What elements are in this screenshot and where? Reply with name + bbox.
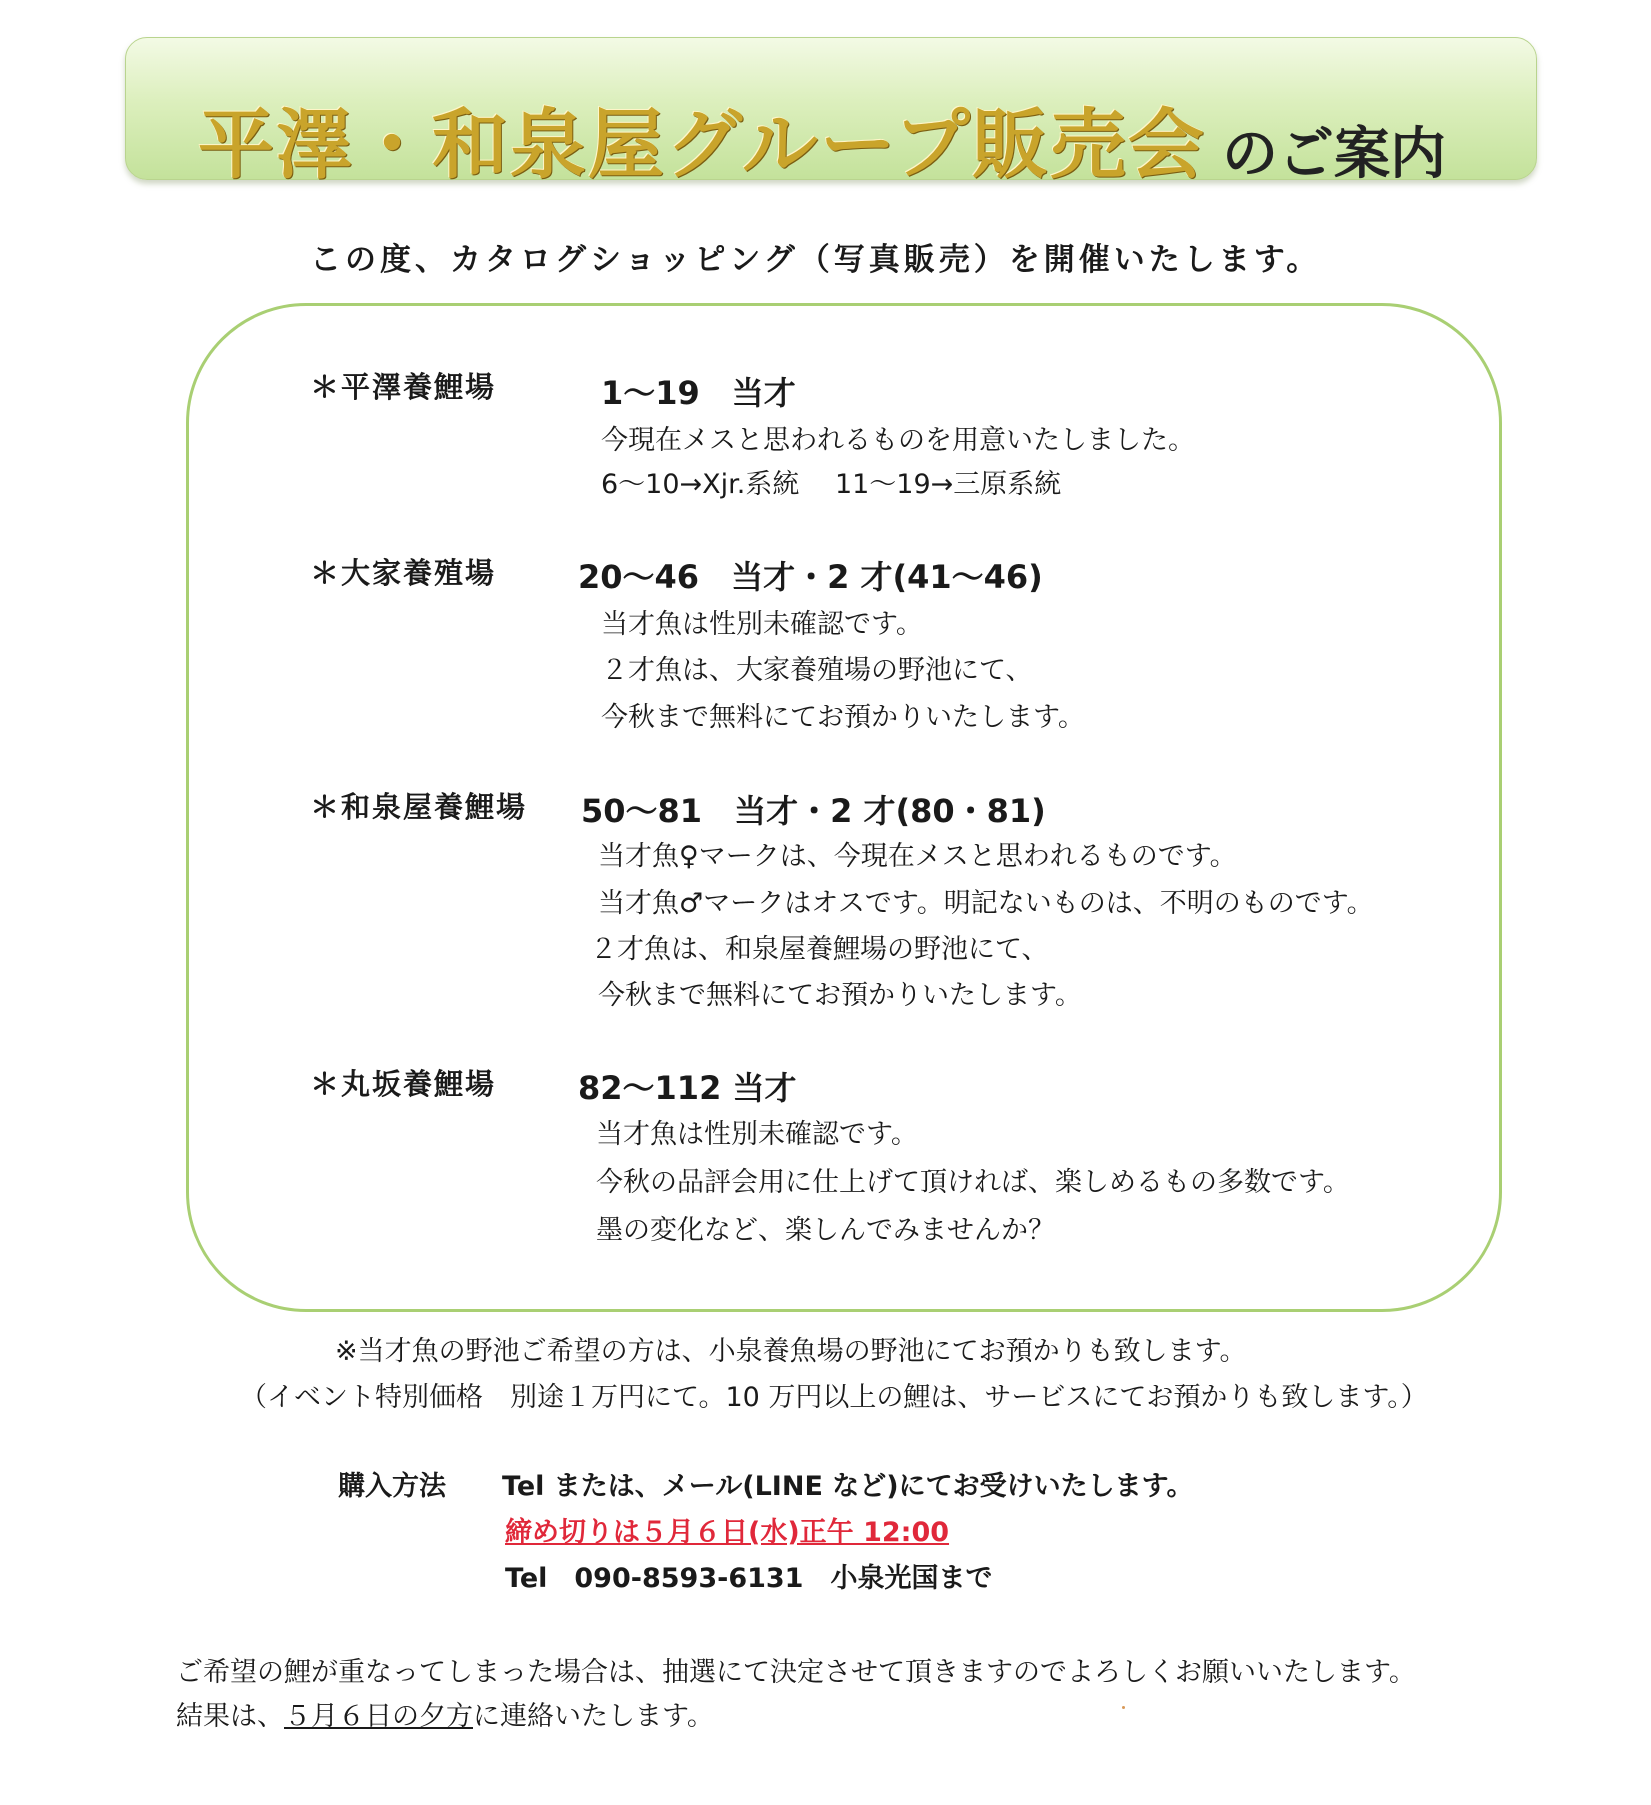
footer-result-note xyxy=(176,1694,714,1733)
note-line: ※当才魚の野池ご希望の方は、小泉養魚場の野池にてお預かりも致します。 xyxy=(335,1336,1247,1367)
purchase-label: 購入方法 xyxy=(338,1471,446,1502)
contact-phone: Tel 090-8593-6131 小泉光国まで xyxy=(505,1563,993,1594)
farm-heading-oie: 20〜46 当才・2 才(41〜46) xyxy=(578,558,1043,596)
farm-heading-izumiya: 50〜81 当才・2 才(80・81) xyxy=(581,792,1046,830)
farm-line: 今秋の品評会用に仕上げて頂ければ、楽しめるもの多数です。 xyxy=(596,1167,1350,1198)
farm-line: ２才魚は、和泉屋養鯉場の野池にて、 xyxy=(590,934,1049,965)
farm-name-hirasawa: ＊平澤養鯉場 xyxy=(310,370,497,404)
farm-line: 今秋まで無料にてお預かりいたします。 xyxy=(601,702,1085,733)
farm-name-izumiya: ＊和泉屋養鯉場 xyxy=(310,790,528,824)
farm-line: 当才魚は性別未確認です。 xyxy=(601,609,923,640)
farm-line: ２才魚は、大家養殖場の野池にて、 xyxy=(601,655,1033,686)
farm-heading-hirasawa: 1〜19 当才 xyxy=(601,374,796,412)
farm-heading-marusaka: 82〜112 当才 xyxy=(578,1069,797,1107)
intro-text: この度、カタログショッピング（写真販売）を開催いたします。 xyxy=(310,242,1322,278)
deadline-text: 締め切りは５月６日(水)正午 12:00 xyxy=(505,1517,950,1548)
farm-name-oie: ＊大家養殖場 xyxy=(310,556,497,590)
farm-line: 当才魚は性別未確認です。 xyxy=(596,1119,918,1150)
stray-mark xyxy=(1122,1706,1125,1709)
banner-title: 平澤・和泉屋グループ販売会 xyxy=(198,100,1206,189)
banner-subtitle: のご案内 xyxy=(1222,121,1446,187)
farm-line: 当才魚♂マークはオスです。明記ないものは、不明のものです。 xyxy=(598,888,1374,919)
farm-name-marusaka: ＊丸坂養鯉場 xyxy=(310,1067,497,1101)
farm-line: 6〜10→Xjr.系統 11〜19→三原系統 xyxy=(601,469,1062,500)
farm-line: 今現在メスと思われるものを用意いたしました。 xyxy=(601,425,1195,456)
purchase-method: Tel または、メール(LINE など)にてお受けいたします。 xyxy=(502,1471,1194,1502)
farm-line: 当才魚♀マークは、今現在メスと思われるものです。 xyxy=(598,841,1237,872)
note-line: （イベント特別価格 別途１万円にて。10 万円以上の鯉は、サービスにてお預かりも致します。） xyxy=(240,1382,1428,1413)
footer-result-suffix: に連絡いたします。 xyxy=(473,1701,714,1732)
farm-line: 墨の変化など、楽しんでみませんか？ xyxy=(596,1215,1055,1246)
farm-line: 今秋まで無料にてお預かりいたします。 xyxy=(598,980,1082,1011)
footer-result-date: ５月６日の夕方 xyxy=(284,1701,473,1732)
footer-result-prefix: 結果は、 xyxy=(176,1701,284,1732)
footer-lottery-note: ご希望の鯉が重なってしまった場合は、抽選にて決定させて頂きますのでよろしくお願いいたします。 xyxy=(176,1657,1416,1688)
